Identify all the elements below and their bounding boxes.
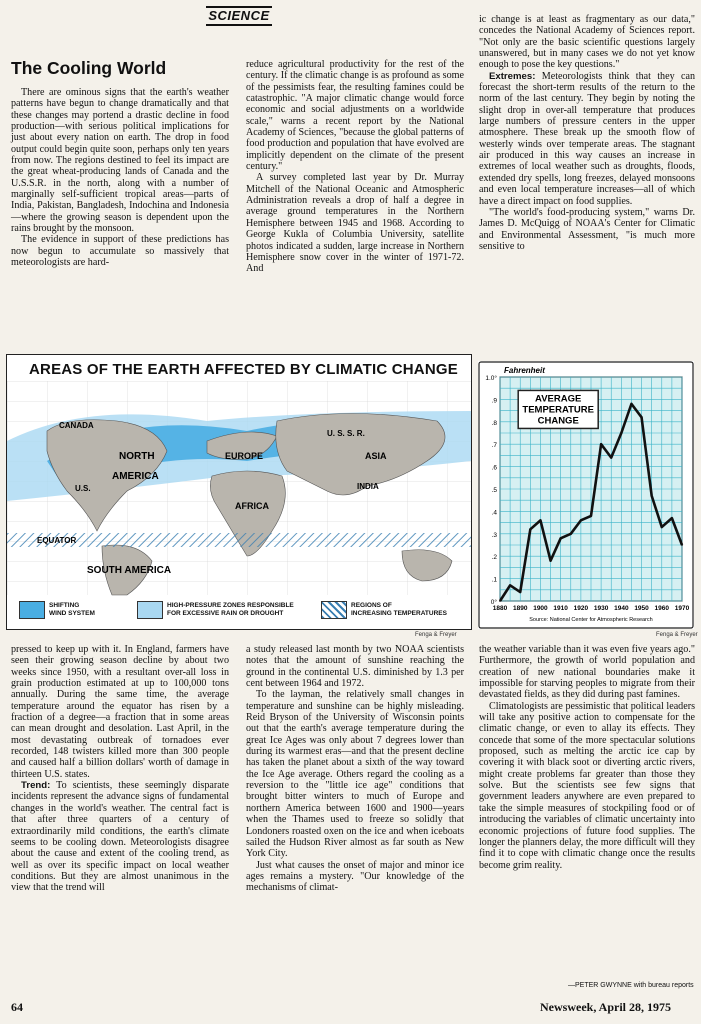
data-point (550, 560, 552, 562)
legend-shifting-label: SHIFTING WIND SYSTEM (49, 602, 95, 617)
data-point (540, 519, 542, 521)
map-label-india: INDIA (357, 482, 379, 491)
map-title: AREAS OF THE EARTH AFFECTED BY CLIMATIC CHANGE (29, 361, 458, 378)
magazine-dateline: Newsweek, April 28, 1975 (540, 1000, 671, 1014)
map-label-north: NORTH (119, 451, 155, 462)
column-1-top (11, 87, 229, 269)
x-tick-label: 1880 (492, 605, 508, 612)
legend-pressure-swatch (137, 601, 163, 619)
map-label-south-america: SOUTH AMERICA (87, 565, 172, 576)
x-tick-label: 1970 (674, 605, 690, 612)
chart-credit: Fenga & Freyer (656, 632, 698, 638)
data-point (580, 519, 582, 521)
data-point (661, 526, 663, 528)
map-label-asia: ASIA (365, 451, 387, 461)
page-number: 64 (11, 1000, 23, 1014)
paragraph: reduce agricultural productivity for the rest of the century. If the climatic change is as profound as some of the pessimists fear, the resulting famines could be catastrophic. "A major climatic change would force economic and social adjustments on a worldwide scale," warns a recent report by the National Academy of Sciences, "because the global patterns of food production and population that have evolved are implicitly dependent on the climate of the present century." (246, 59, 464, 173)
data-point (499, 600, 501, 602)
chart-title-line: CHANGE (537, 415, 579, 427)
column-1-bottom (11, 644, 229, 894)
y-tick-label: .2 (491, 554, 497, 562)
map-label-america: AMERICA (112, 471, 159, 482)
y-tick-label: .4 (491, 509, 497, 517)
data-point (529, 528, 531, 530)
paragraph: To the layman, the relatively small changes in temperature and sunshine can be highly misleading. Reid Bryson of the University of Wisconsin points out that the earth's average temperature during the great Ice Ages was only about 7 degrees lower than during its warmest eras—and that the present decline has taken the planet about a sixth of the way toward the Ice Age average. Others regard the cooling as a reversion to the "little ice age" conditions that brought bitter winters to much of Europe and northern America between 1600 and 1900—years when the Thames used to freeze so solidly that Londoners roasted oxen on the ice and when iceboats sailed the Hudson River almost as far south as New York City. (246, 689, 464, 860)
run-in-heading: Trend: (21, 780, 51, 792)
data-point (590, 515, 592, 517)
data-point (570, 533, 572, 535)
map-credit: Fenga & Freyer (415, 632, 457, 638)
map-label-us: U.S. (75, 484, 91, 493)
paragraph: Just what causes the onset of major and minor ice ages remains a mystery. "Our knowledge of the mechanisms of climat- (246, 859, 464, 894)
x-tick-label: 1930 (593, 605, 609, 612)
temperature-chart-svg (478, 361, 694, 629)
x-tick-label: 1920 (573, 605, 589, 612)
equator-band (7, 533, 471, 547)
data-point (671, 517, 673, 519)
run-in-heading: Extremes: (489, 70, 536, 82)
data-point (600, 443, 602, 445)
map-label-ussr: U. S. S. R. (327, 429, 365, 438)
column-3-top (479, 14, 695, 252)
byline-signoff: —PETER GWYNNE with bureau reports (568, 982, 694, 989)
map-label-europe: EUROPE (225, 451, 264, 461)
paragraph: The evidence in support of these predictions has now begun to accumulate so massively that meteorologists are hard- (11, 234, 229, 269)
column-2-bottom (246, 644, 464, 894)
paragraph: pressed to keep up with it. In England, farmers have seen their growing season decline by about two weeks since 1950, with a resultant over-all loss in grain production estimated at up to 100,000 tons annually. During the same time, the average temperature around the equator has risen by a fraction of a degree—a fraction that in some areas can mean drought and desolation. Last April, in the most devastating outbreak of tornadoes ever recorded, 148 twisters killed more than 300 people and caused half a billion dollars' worth of damage in thirteen U.S. states. (11, 644, 229, 780)
data-point (509, 584, 511, 586)
paragraph: the weather variable than it was even five years ago." Furthermore, the growth of world population and creation of new national boundaries make it impossible for starving peoples to migrate from their devastated fields, as they did during past famines. (479, 644, 695, 701)
data-point (651, 495, 653, 497)
legend-regions-label: REGIONS OF INCREASING TEMPERATURES (351, 602, 447, 617)
x-tick-label: 1890 (512, 605, 528, 612)
y-tick-label: .8 (491, 419, 497, 427)
map-label-equator: EQUATOR (37, 536, 77, 545)
paragraph (479, 71, 695, 207)
x-tick-label: 1900 (533, 605, 548, 612)
paragraph-text: To scientists, these seemingly disparate incidents represent the advance signs of fundamental changes in the world's weather. The central fact is that after three quarters of a century of extraordinarily mild conditions, the earth's climate seems to be cooling down. Meteorologists disagree about the cause and extent of the cooling trend, as well as over its specific impact on local weather conditions. But they are almost unanimous in the view that the trend will (11, 780, 229, 894)
column-2-top (246, 59, 464, 275)
legend-pressure-label: HIGH-PRESSURE ZONES RESPONSIBLE FOR EXCESSIVE RAIN OR DROUGHT (167, 602, 294, 617)
y-tick-label: .5 (491, 487, 497, 494)
climate-map-figure (6, 354, 472, 630)
map-label-canada: CANADA (59, 421, 94, 430)
y-tick-label: 1.0° (485, 375, 497, 382)
data-point (631, 403, 633, 405)
legend-regions-swatch (321, 601, 347, 619)
x-tick-label: 1940 (614, 605, 629, 612)
x-tick-label: 1950 (634, 605, 649, 612)
y-tick-label: .1 (491, 576, 497, 584)
data-point (620, 432, 622, 434)
paragraph (11, 780, 229, 893)
x-tick-label: 1960 (654, 605, 670, 612)
map-label-africa: AFRICA (235, 501, 269, 511)
map-legend (17, 599, 462, 621)
paragraph: ic change is at least as fragmentary as our data," concedes the National Academy of Sciences report. "Not only are the basic scientific questions largely unanswered, but in many cases we do not yet know enough to pose the key questions." (479, 14, 695, 71)
section-label: SCIENCE (206, 6, 272, 26)
y-tick-label: 0° (490, 599, 497, 606)
paragraph: "The world's food-producing system," warns Dr. James D. McQuigg of NOAA's Center for Climatic and Environmental Assessment, "is much more sensitive to (479, 206, 695, 252)
paragraph: a study released last month by two NOAA scientists notes that the amount of sunshine reaching the ground in the continental U.S. diminished by 1.3 per cent between 1964 and 1972. (246, 644, 464, 690)
paragraph: There are ominous signs that the earth's weather patterns have begun to change dramatically and that these changes may portend a drastic decline in food production—with serious political implications for just about every nation on earth. The drop in food output could begin quite soon, perhaps only ten years from now. The regions destined to feel its impact are the great wheat-producing lands of Canada and the U.S.S.R. in the north, along with a number of marginally self-sufficient tropical areas—parts of India, Pakistan, Bangladesh, Indochina and Indonesia—where the growing season is dependent upon the rains brought by the monsoon. (11, 87, 229, 235)
chart-source: Source: National Center for Atmospheric Research (529, 617, 653, 623)
data-point (641, 416, 643, 418)
legend-shifting-swatch (19, 601, 45, 619)
x-tick-label: 1910 (553, 605, 568, 612)
paragraph: A survey completed last year by Dr. Murray Mitchell of the National Oceanic and Atmospheric Administration reveals a drop of half a degree in average ground temperatures in the Northern Hemisphere between 1945 and 1968. According to George Kukla of Columbia University, satellite photos indicated a sudden, large increase in Northern Hemisphere snow cover in the winter of 1971-72. And (246, 172, 464, 275)
paragraph: Climatologists are pessimistic that political leaders will take any positive action to compensate for the climatic change, or even to allay its effects. They concede that some of the more spectacular solutions proposed, such as melting the arctic ice cap by covering it with black soot or diverting arctic rivers, might create problems far greater than those they solve. But the scientists see few signs that government leaders anywhere are even prepared to take the simple measures of stockpiling food or of introducing the variables of climatic uncertainty into economic projections of future food supplies. The longer the planners delay, the more difficult will they find it to cope with climatic change once the results become grim reality. (479, 700, 695, 871)
y-tick-label: .9 (491, 397, 497, 405)
data-point (681, 544, 683, 546)
world-map (7, 381, 471, 621)
temperature-chart (478, 361, 694, 629)
chart-title-line: AVERAGE (535, 393, 582, 405)
data-point (610, 457, 612, 459)
y-tick-label: .7 (491, 442, 497, 450)
headline: The Cooling World (11, 58, 167, 78)
data-point (560, 537, 562, 539)
column-3-bottom (479, 644, 695, 871)
y-tick-label: .3 (491, 531, 497, 539)
y-tick-label: .6 (491, 464, 497, 472)
paragraph-text: Meteorologists think that they can forecast the short-term results of the return to the norm of the last century. They begin by noting the slight drop in over-all temperature that produces large numbers of pressure centers in the upper atmosphere. These break up the smooth flow of westerly winds over temperate areas. The stagnant air produced in this way causes an increase in extremes of local weather such as droughts, floods, extended dry spells, long freezes, delayed monsoons and even local temperature increases—all of which have a direct impact on food supplies. (479, 70, 695, 207)
chart-unit-label: Fahrenheit (504, 366, 545, 375)
data-point (519, 591, 521, 593)
chart-title-line: TEMPERATURE (522, 404, 595, 416)
